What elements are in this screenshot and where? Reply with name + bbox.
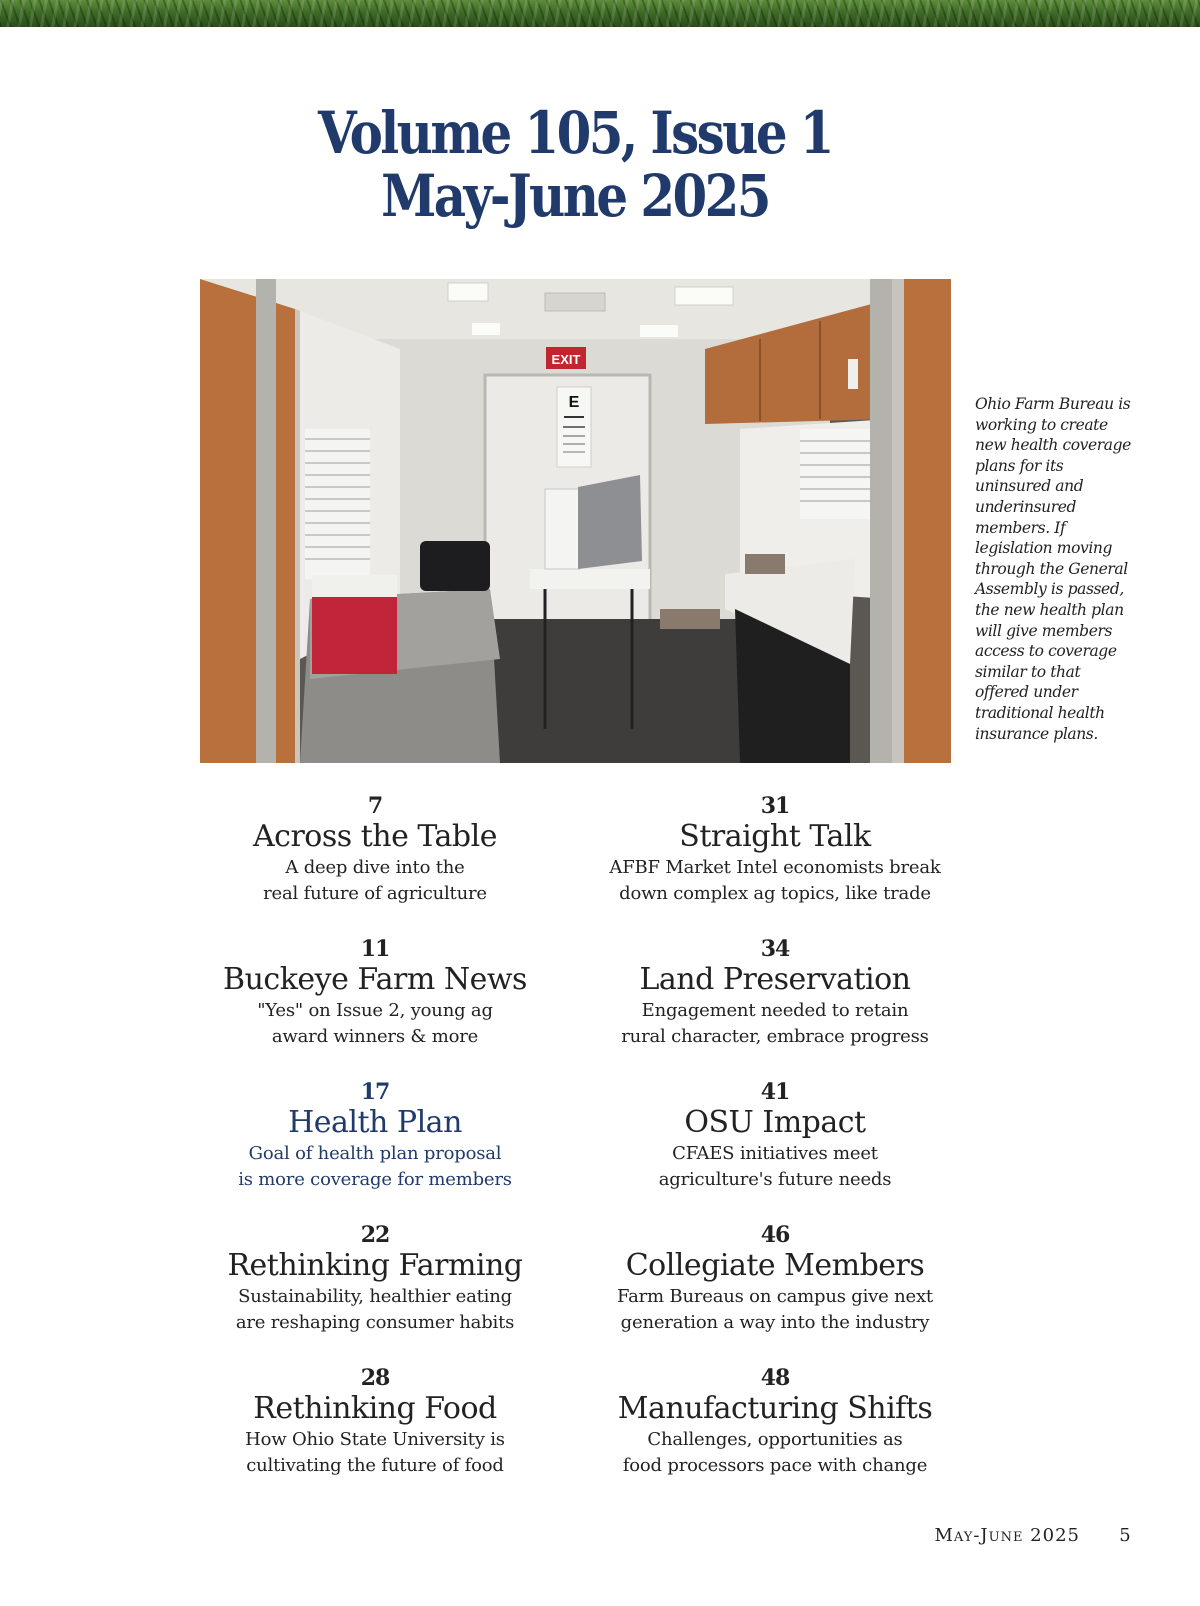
toc-description-line-1: Goal of health plan proposal	[248, 1143, 502, 1164]
toc-page-number: 31	[760, 793, 790, 819]
toc-entry-straight-talk[interactable]	[565, 793, 985, 907]
toc-description-line-2: cultivating the future of food	[246, 1455, 504, 1476]
eye-chart-letter: E	[568, 394, 580, 411]
toc-entry-manufacturing-shifts[interactable]	[565, 1365, 985, 1479]
toc-description-line-2: food processors pace with change	[622, 1455, 928, 1476]
toc-description-line-1: Sustainability, healthier eating	[238, 1286, 512, 1307]
toc-description-line-2: down complex ag topics, like trade	[619, 883, 931, 904]
toc-title: Collegiate Members	[625, 1248, 925, 1283]
toc-title: Across the Table	[253, 819, 497, 854]
toc-description-line-2: agriculture's future needs	[658, 1169, 892, 1190]
toc-entry-collegiate-members[interactable]	[565, 1222, 985, 1336]
toc-description-line-1: AFBF Market Intel economists break	[609, 857, 941, 878]
toc-entry-health-plan[interactable]	[165, 1079, 585, 1193]
toc-description-line-2: real future of agriculture	[263, 883, 487, 904]
toc-description-line-1: "Yes" on Issue 2, young ag	[257, 1000, 493, 1021]
toc-title: Health Plan	[288, 1105, 462, 1140]
left-window-blinds	[305, 429, 370, 579]
toc-page-number: 48	[760, 1365, 790, 1391]
toc-description-line-1: CFAES initiatives meet	[672, 1143, 878, 1164]
toc-description-line-2: rural character, embrace progress	[621, 1026, 929, 1047]
toc-entry-rethinking-food[interactable]	[165, 1365, 585, 1479]
toc-page-number: 22	[360, 1222, 390, 1248]
toc-page-number: 7	[367, 793, 383, 819]
toc-entry-buckeye-farm-news[interactable]	[165, 936, 585, 1050]
toc-description-line-2: generation a way into the industry	[620, 1312, 930, 1333]
toc-page-number: 17	[360, 1079, 390, 1105]
footer-issue-date: May-June 2025	[934, 1525, 1080, 1546]
toc-page-number: 11	[360, 936, 390, 962]
toc-title: OSU Impact	[684, 1105, 866, 1140]
toc-entry-osu-impact[interactable]	[565, 1079, 985, 1193]
toc-page-number: 28	[360, 1365, 390, 1391]
toc-page-number: 41	[760, 1079, 790, 1105]
exit-sign-text: EXIT	[551, 352, 581, 367]
toc-title: Rethinking Food	[253, 1391, 497, 1426]
toc-page-number: 34	[760, 936, 790, 962]
toc-title: Buckeye Farm News	[223, 962, 527, 997]
toc-description-line-1: Farm Bureaus on campus give next	[617, 1286, 933, 1307]
toc-entry-rethinking-farming[interactable]	[165, 1222, 585, 1336]
volume-title: Volume 105, Issue 1	[318, 99, 832, 167]
mobile-clinic-photo	[200, 279, 951, 763]
photo-caption: Ohio Farm Bureau is working to create new health coverage plans for its uninsured and underinsured members. If legislation moving through the General Assembly is passed, the new health plan will give members access to coverage similar to that offered under traditional health insurance plans.	[975, 395, 1131, 743]
toc-title: Manufacturing Shifts	[617, 1391, 933, 1426]
corn-field-banner	[0, 0, 1200, 27]
toc-entry-land-preservation[interactable]	[565, 936, 985, 1050]
toc-page-number: 46	[760, 1222, 790, 1248]
toc-description-line-2: award winners & more	[271, 1026, 479, 1047]
footer-page-number: 5	[1119, 1525, 1131, 1546]
toc-description-line-1: Engagement needed to retain	[641, 1000, 909, 1021]
toc-description-line-2: is more coverage for members	[238, 1169, 512, 1190]
toc-description-line-1: How Ohio State University is	[245, 1429, 505, 1450]
toc-title: Land Preservation	[639, 962, 911, 997]
toc-entry-across-the-table[interactable]	[165, 793, 585, 907]
issue-date-title: May-June 2025	[381, 162, 769, 230]
toc-title: Straight Talk	[679, 819, 871, 854]
toc-title: Rethinking Farming	[227, 1248, 523, 1283]
toc-description-line-1: A deep dive into the	[285, 857, 465, 878]
toc-description-line-1: Challenges, opportunities as	[647, 1429, 903, 1450]
toc-description-line-2: are reshaping consumer habits	[235, 1312, 515, 1333]
